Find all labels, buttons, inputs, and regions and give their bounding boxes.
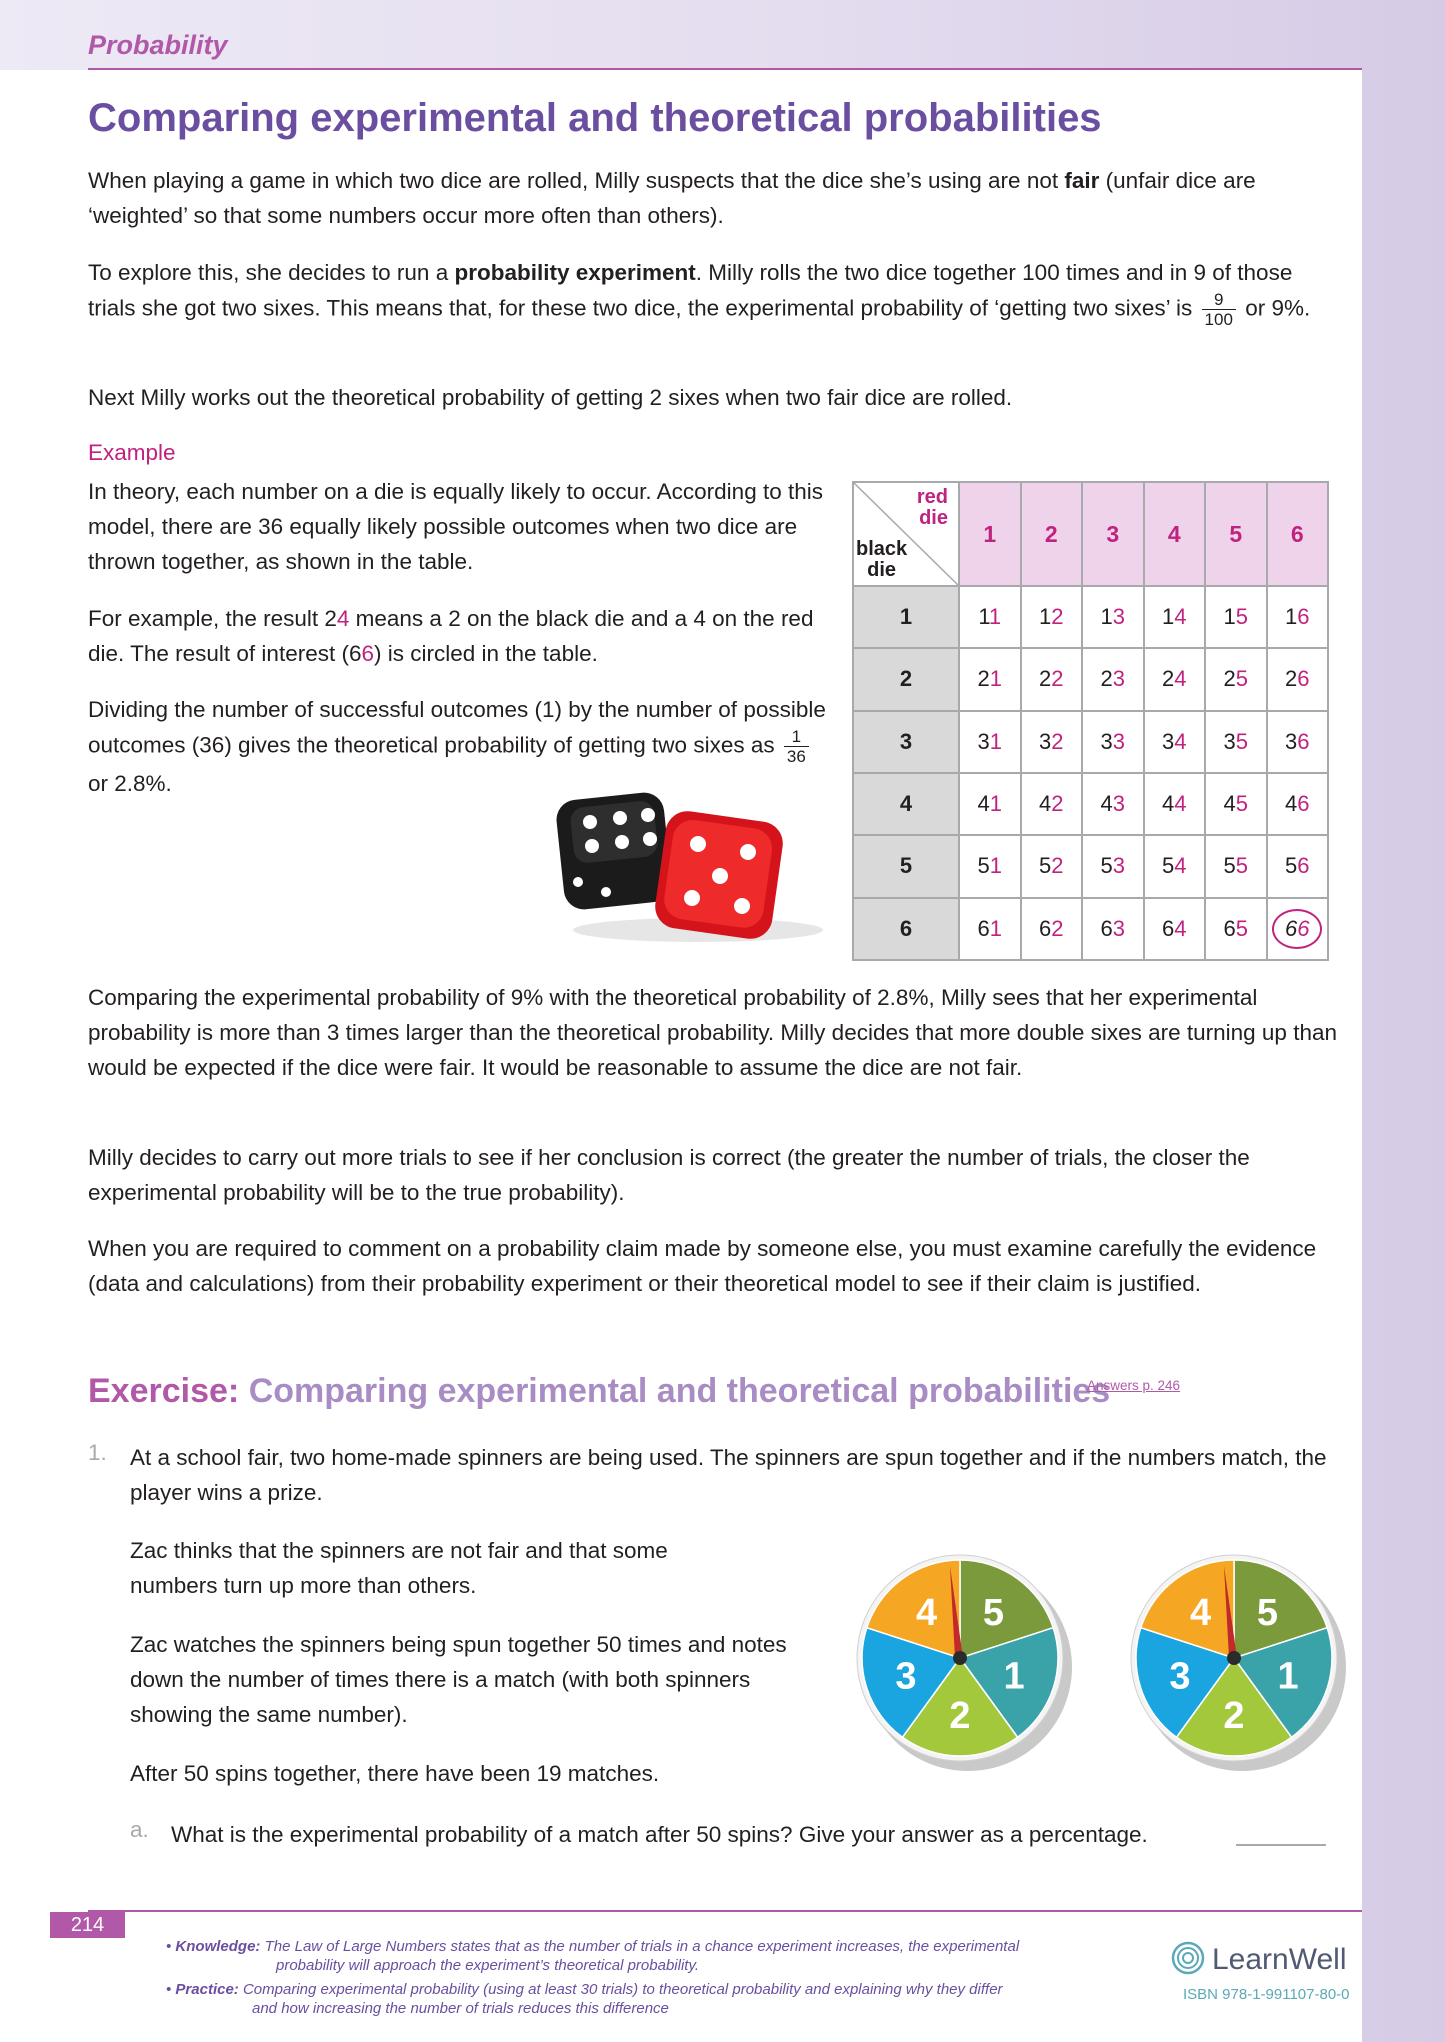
red-label-line-1: red: [916, 486, 948, 508]
outcome-value: 51: [977, 853, 1002, 879]
outcome-cell-56: [1268, 836, 1328, 896]
isbn: ISBN 978-1-991107-80-0: [1183, 1986, 1350, 2003]
fraction-1-36: [784, 727, 809, 766]
outcome-value: 65: [1223, 915, 1248, 941]
spinner-label-5: 5: [1256, 1592, 1278, 1635]
outcome-value: 16: [1285, 604, 1310, 630]
red-die-header-5: 5: [1206, 483, 1266, 585]
spinner-label-5: 5: [982, 1592, 1004, 1635]
black-die-label: [856, 539, 907, 581]
practice-note: • Practice: Comparing experimental probability (using at least 30 trials) to theoretical probability and explaining why they differ and how increasing the number of trials reduces this difference: [166, 1981, 1003, 2017]
intro-p1-bold: fair: [1064, 168, 1100, 193]
red-die-header-6: 6: [1268, 483, 1328, 585]
spinner-label-4: 4: [916, 1592, 938, 1635]
intro-p2-text-a: To explore this, she decides to run a: [88, 260, 455, 285]
outcome-value: 26: [1285, 666, 1310, 692]
spinner-left: [848, 1550, 1088, 1780]
footer-rule: [88, 1910, 1362, 1912]
outcome-cell-21: [960, 649, 1020, 709]
black-die-icon: [555, 791, 674, 912]
part-a-letter: a.: [130, 1817, 149, 1842]
spinner-label-3: 3: [895, 1655, 917, 1698]
outcome-value: 55: [1223, 853, 1248, 879]
outcome-value: 21: [977, 666, 1002, 692]
black-die-header-1: 1: [854, 587, 958, 647]
question-1-paragraph-2: Zac thinks that the spinners are not fair and that some numbers turn up more than others.: [130, 1538, 668, 1598]
fraction-9-100: [1202, 290, 1236, 329]
outcome-value: 54: [1162, 853, 1187, 879]
red-label-line-2: die: [919, 507, 948, 529]
outcome-cell-26: [1268, 649, 1328, 709]
header-rule: [88, 68, 1362, 70]
black-die-header-2: 2: [854, 649, 958, 709]
outcome-value: 11: [978, 604, 1002, 630]
outcome-cell-34: [1145, 712, 1205, 772]
intro-p1-text-a: When playing a game in which two dice are rolled, Milly suspects that the dice she’s using are not: [88, 168, 1065, 193]
spinner-hub: [953, 1651, 967, 1665]
outcome-value: 35: [1223, 728, 1248, 754]
page-title: Comparing experimental and theoretical probabilities: [88, 96, 1102, 140]
outcome-cell-55: [1206, 836, 1266, 896]
outcome-cell-43: [1083, 774, 1143, 834]
outcome-cell-33: [1083, 712, 1143, 772]
outcome-value: 6 6: [1272, 909, 1322, 949]
spinner-label-2: 2: [1223, 1694, 1245, 1737]
outcome-cell-61: [960, 899, 1020, 959]
red-die-label: [917, 487, 948, 529]
outcome-cell-11: [960, 587, 1020, 647]
outcome-cell-13: [1083, 587, 1143, 647]
outcome-value: 63: [1100, 915, 1125, 941]
outcome-cell-25: [1206, 649, 1266, 709]
outcome-value: 41: [977, 791, 1002, 817]
outcome-value: 44: [1162, 791, 1187, 817]
outcome-cell-36: [1268, 712, 1328, 772]
outcome-cell-12: [1022, 587, 1082, 647]
outcome-value: 52: [1039, 853, 1064, 879]
outcome-cell-44: [1145, 774, 1205, 834]
two-dice-image: [548, 782, 828, 947]
outcome-cell-52: [1022, 836, 1082, 896]
fraction-numerator: 1: [784, 727, 809, 747]
question-1-paragraph-3: Zac watches the spinners being spun together 50 times and notes down the number of times there is a match (with both spinners showing the same number).: [130, 1632, 787, 1727]
outcome-value: 36: [1285, 728, 1310, 754]
outcome-value: 24: [1162, 666, 1187, 692]
outcome-cell-35: [1206, 712, 1266, 772]
fraction-denominator: 100: [1204, 310, 1233, 329]
outcome-value: 15: [1223, 604, 1248, 630]
outcome-cell-22: [1022, 649, 1082, 709]
practice-text-b: and how increasing the number of trials reduces this difference: [252, 2000, 669, 2017]
spinner-label-3: 3: [1169, 1655, 1191, 1698]
outcome-value: 31: [977, 728, 1002, 754]
intro-paragraph-1: [88, 163, 1338, 233]
outcome-cell-16: [1268, 587, 1328, 647]
knowledge-label: Knowledge:: [175, 1938, 261, 1955]
red-die-header-4: 4: [1145, 483, 1205, 585]
outcome-cell-53: [1083, 836, 1143, 896]
intro-paragraph-2: [88, 255, 1338, 329]
example-p2-pink-digit-2: 6: [361, 641, 374, 666]
example-p2-text-a: For example, the result 2: [88, 606, 337, 631]
practice-label: Practice:: [175, 1981, 239, 1998]
outcome-cell-64: [1145, 899, 1205, 959]
spinner-label-1: 1: [1277, 1655, 1299, 1698]
outcome-value: 12: [1039, 604, 1064, 630]
outcome-value: 14: [1162, 604, 1187, 630]
outcome-value: 64: [1162, 915, 1187, 941]
red-die-header-1: 1: [960, 483, 1020, 585]
black-die-header-6: 6: [854, 899, 958, 959]
outcome-value: 56: [1285, 853, 1310, 879]
intro-p1-text-b: (unfair dice are ‘weighted’ so that some numbers occur more often than others).: [88, 168, 1256, 228]
practice-text-a: Comparing experimental probability (using at least 30 trials) to theoretical probability and explaining why they differ: [242, 1981, 1003, 1998]
outcome-value: 45: [1223, 791, 1248, 817]
outcome-value: 53: [1100, 853, 1125, 879]
black-label-line-2: die: [867, 559, 897, 581]
spinner-right: [1122, 1550, 1362, 1780]
red-die-header-3: 3: [1083, 483, 1143, 585]
intro-p2-text-c: or 9%.: [1245, 295, 1311, 321]
spinner-hub: [1227, 1651, 1241, 1665]
outcome-cell-46: [1268, 774, 1328, 834]
outcome-value: 43: [1100, 791, 1125, 817]
outcome-cell-54: [1145, 836, 1205, 896]
outcome-cell-23: [1083, 649, 1143, 709]
fraction-numerator: 9: [1202, 290, 1236, 310]
brand-name: LearnWell: [1212, 1943, 1347, 1976]
black-label-line-1: black: [856, 538, 908, 560]
intro-p2-bold: probability experiment: [454, 260, 696, 285]
discussion-paragraph-2: Milly decides to carry out more trials to see if her conclusion is correct (the greater the number of trials, the closer the experimental probability will be to the true probability).: [88, 1145, 1250, 1205]
outcome-value: 42: [1039, 791, 1064, 817]
question-1-paragraph-4: After 50 spins together, there have been 19 matches.: [130, 1761, 660, 1786]
black-die-header-5: 5: [854, 836, 958, 896]
outcome-cell-14: [1145, 587, 1205, 647]
example-p2-text-c: ) is circled in the table.: [374, 641, 598, 666]
example-p2-pink-digit: 4: [336, 606, 350, 631]
discussion-paragraph-1: Comparing the experimental probability of 9% with the theoretical probability of 2.8%, Milly sees that her experimental probability is more than 3 times larger than the theoretical probability. Milly decides that more double sixes are turning up than would be expected if the dice were fair. It would be reasonable to assume the dice are not fair.: [88, 985, 1337, 1080]
knowledge-text-a: The Law of Large Numbers states that as the number of trials in a chance experiment increases, the experimental: [264, 1938, 1020, 1955]
learnwell-logo-icon: [1170, 1940, 1206, 1976]
example-p3-text-a: Dividing the number of successful outcomes (1) by the number of possible outcomes (36) gives the theoretical probability of getting two sixes as: [88, 697, 826, 758]
red-die-header-2: 2: [1022, 483, 1082, 585]
outcome-value: 33: [1100, 728, 1125, 754]
fraction-denominator: 36: [786, 747, 806, 766]
outcome-value: 62: [1039, 915, 1064, 941]
black-die-header-3: 3: [854, 712, 958, 772]
intro-p2-text-b: . Milly rolls the two dice together 100 times and in 9 of those trials she got two sixes. This means that, for these two dice, the experimental probability of ‘getting two sixes’ is: [88, 260, 1293, 321]
outcome-cell-65: [1206, 899, 1266, 959]
outcome-cell-31: [960, 712, 1020, 772]
outcome-value: 25: [1223, 666, 1248, 692]
outcome-value: 23: [1100, 666, 1125, 692]
knowledge-text-b: probability will approach the experiment’s theoretical probability.: [276, 1957, 700, 1974]
answers-link[interactable]: Answers p. 246: [1087, 1378, 1181, 1393]
exercise-heading: [88, 1372, 1110, 1411]
outcome-table: [852, 481, 1329, 961]
outcome-cell-45: [1206, 774, 1266, 834]
exercise-prefix: Exercise:: [88, 1372, 240, 1410]
outcome-value: 13: [1100, 604, 1125, 630]
question-1-text: At a school fair, two home-made spinners are being used. The spinners are spun together and if the numbers match, the player wins a prize.: [130, 1445, 1327, 1505]
page-number: 214: [50, 1912, 125, 1938]
answer-line[interactable]: [1236, 1844, 1326, 1846]
outcome-cell-42: [1022, 774, 1082, 834]
example-label: Example: [88, 440, 176, 465]
outcome-cell-15: [1206, 587, 1266, 647]
outcome-cell-66: [1268, 899, 1328, 959]
outcome-value: 46: [1285, 791, 1310, 817]
outcome-cell-51: [960, 836, 1020, 896]
spinner-label-2: 2: [949, 1694, 971, 1737]
section-label: Probability: [88, 30, 228, 60]
spinner-label-1: 1: [1003, 1655, 1025, 1698]
outcome-cell-62: [1022, 899, 1082, 959]
example-p3-text-b: or 2.8%.: [88, 771, 172, 796]
table-corner: [854, 483, 958, 585]
discussion-paragraph-3: When you are required to comment on a probability claim made by someone else, you must examine carefully the evidence (data and calculations) from their probability experiment or their theoretical model to see if their claim is justified.: [88, 1236, 1317, 1296]
question-number: 1.: [88, 1440, 107, 1465]
outcome-cell-41: [960, 774, 1020, 834]
outcome-value: 61: [977, 915, 1002, 941]
outcome-value: 34: [1162, 728, 1187, 754]
red-die-icon: [652, 808, 785, 941]
intro-paragraph-3: Next Milly works out the theoretical probability of getting 2 sixes when two fair dice are rolled.: [88, 385, 1013, 410]
outcome-cell-63: [1083, 899, 1143, 959]
example-paragraph-1: In theory, each number on a die is equally likely to occur. According to this model, there are 36 equally likely possible outcomes when two dice are thrown together, as shown in the table.: [88, 479, 823, 574]
exercise-title: Comparing experimental and theoretical probabilities: [248, 1372, 1111, 1410]
black-die-header-4: 4: [854, 774, 958, 834]
outcome-cell-32: [1022, 712, 1082, 772]
outcome-value: 22: [1039, 666, 1064, 692]
part-a-text: What is the experimental probability of a match after 50 spins? Give your answer as a percentage.: [171, 1822, 1148, 1847]
outcome-cell-24: [1145, 649, 1205, 709]
outcome-value: 32: [1039, 728, 1064, 754]
knowledge-note: • Knowledge: The Law of Large Numbers states that as the number of trials in a chance experiment increases, the experimental probability will approach the experiment’s theoretical probability.: [166, 1938, 1020, 1974]
example-p2-text-b: means a 2 on the black die and a 4 on the red die. The result of interest (6: [88, 606, 814, 666]
spinner-label-4: 4: [1190, 1592, 1212, 1635]
example-paragraph-2: [88, 601, 838, 671]
